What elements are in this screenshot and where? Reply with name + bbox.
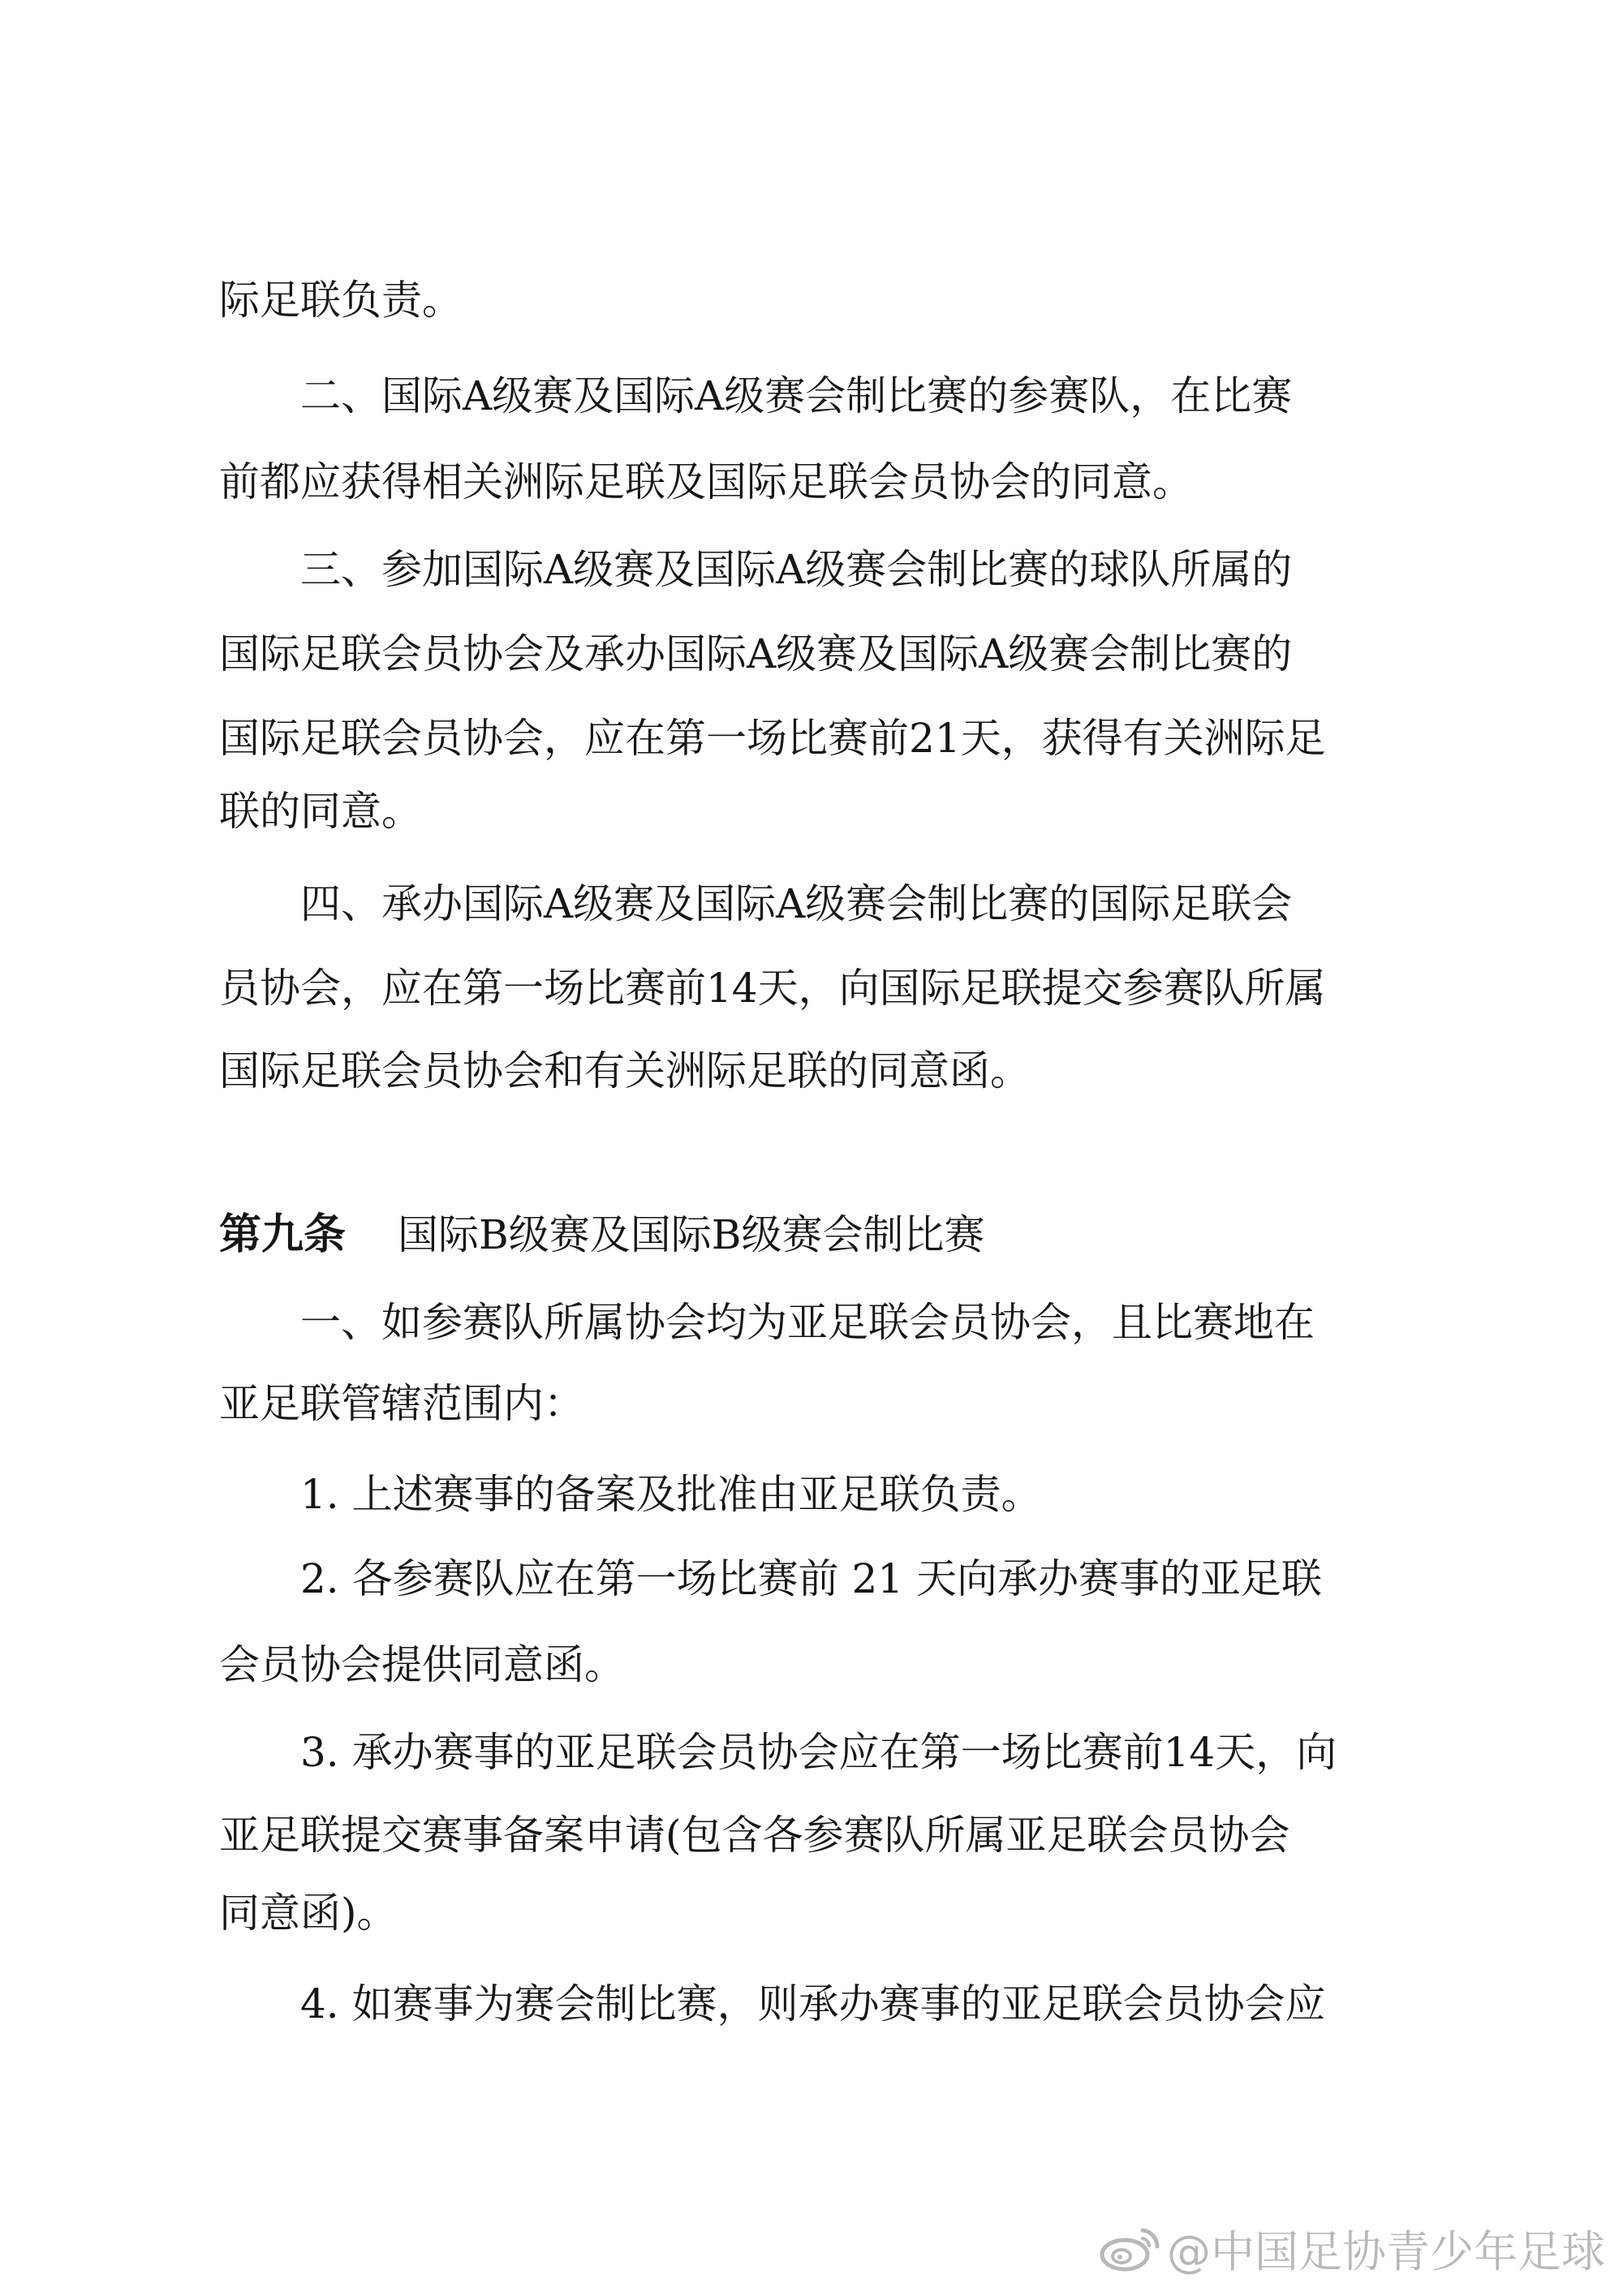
article-line: 1. 上述赛事的备案及批准由亚足联负责。 [300,1471,1042,1518]
watermark-text: @中国足协青少年足球 [1167,2226,1605,2277]
text-line: 国际足联会员协会及承办国际A级赛及国际A级赛会制比赛的 [219,630,1293,677]
article-line: 2. 各参赛队应在第一场比赛前 21 天向承办赛事的亚足联 [300,1555,1323,1602]
article-title: 国际B级赛及国际B级赛会制比赛 [398,1211,985,1258]
text-line: 国际足联会员协会和有关洲际足联的同意函。 [219,1047,1031,1094]
text-line: 员协会，应在第一场比赛前14天，向国际足联提交参赛队所属 [219,965,1326,1012]
text-line: 际足联负责。 [219,277,463,324]
article-line: 会员协会提供同意函。 [219,1641,625,1688]
paragraph-four-line: 四、承办国际A级赛及国际A级赛会制比赛的国际足联会 [300,880,1293,927]
article-line: 3. 承办赛事的亚足联会员协会应在第一场比赛前14天，向 [300,1729,1337,1776]
article-line: 亚足联管辖范围内： [219,1380,584,1427]
article-heading [219,1206,1404,1264]
text-line: 前都应获得相关洲际足联及国际足联会员协会的同意。 [219,458,1193,505]
text-line: 国际足联会员协会，应在第一场比赛前21天，获得有关洲际足 [219,715,1326,762]
article-line: 4. 如赛事为赛会制比赛，则承办赛事的亚足联会员协会应 [300,1980,1326,2027]
paragraph-three-line: 三、参加国际A级赛及国际A级赛会制比赛的球队所属的 [300,546,1293,593]
text-line: 联的同意。 [219,788,422,835]
article-label: 第九条 [219,1210,347,1259]
paragraph-two-line: 二、国际A级赛及国际A级赛会制比赛的参赛队，在比赛 [300,372,1293,419]
article-line: 同意函)。 [219,1890,398,1937]
weibo-icon [1097,2224,1162,2274]
watermark [1097,2217,1605,2280]
article-line: 亚足联提交赛事备案申请(包含各参赛队所属亚足联会员协会 [219,1812,1290,1859]
article-line: 一、如参赛队所属协会均为亚足联会员协会，且比赛地在 [300,1299,1315,1346]
